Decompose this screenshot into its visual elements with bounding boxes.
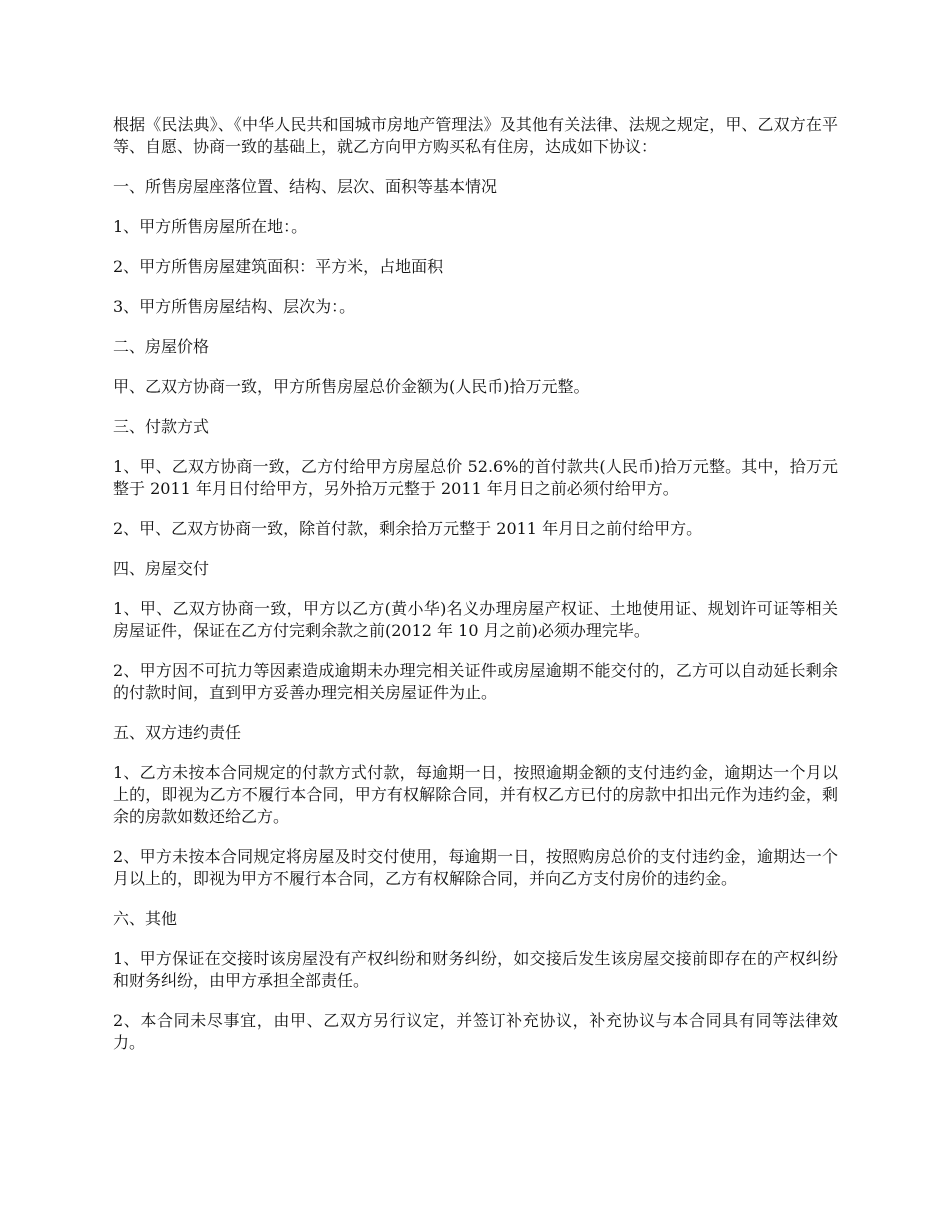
- clause-1-1: 1、甲方所售房屋所在地：。: [113, 217, 308, 236]
- clause-5-2: 2、甲方未按本合同规定将房屋及时交付使用，每逾期一日，按照购房总价的支付违约金，逾期达一个月以上的，即视为甲方不履行本合同，乙方有权解除合同，并向乙方支付房价的违约金。: [113, 847, 838, 888]
- clause-4-1: 1、甲、乙双方协商一致，甲方以乙方(黄小华)名义办理房屋产权证、土地使用证、规划许可证等相关房屋证件，保证在乙方付完剩余款之前(2012 年 10 月之前)必须办理完毕。: [113, 599, 838, 640]
- clause-3-1: 1、甲、乙双方协商一致，乙方付给甲方房屋总价 52.6%的首付款共(人民币)拾万元整。其中，拾万元整于 2011 年月日付给甲方，另外拾万元整于 2011 年月日之前必须付给甲方。: [113, 457, 838, 498]
- section-heading-5: 五、双方违约责任: [113, 723, 242, 742]
- clause-6-2: 2、本合同未尽事宜，由甲、乙双方另行议定，并签订补充协议，补充协议与本合同具有同等法律效力。: [113, 1011, 838, 1052]
- section-heading-4: 四、房屋交付: [113, 559, 210, 578]
- clause-3-2: 2、甲、乙双方协商一致，除首付款，剩余拾万元整于 2011 年月日之前付给甲方。: [113, 519, 703, 538]
- intro-paragraph: 根据《民法典》、《中华人民共和国城市房地产管理法》及其他有关法律、法规之规定，甲、乙双方在平等、自愿、协商一致的基础上，就乙方向甲方购买私有住房，达成如下协议：: [113, 115, 838, 156]
- clause-1-2: 2、甲方所售房屋建筑面积：平方米，占地面积: [113, 257, 444, 276]
- section-heading-3: 三、付款方式: [113, 417, 210, 436]
- clause-4-2: 2、甲方因不可抗力等因素造成逾期未办理完相关证件或房屋逾期不能交付的，乙方可以自动延长剩余的付款时间，直到甲方妥善办理完相关房屋证件为止。: [113, 661, 838, 702]
- clause-1-3: 3、甲方所售房屋结构、层次为：。: [113, 297, 356, 316]
- section-heading-6: 六、其他: [113, 909, 178, 928]
- clause-2-1: 甲、乙双方协商一致，甲方所售房屋总价金额为(人民币)拾万元整。: [113, 377, 590, 396]
- section-heading-2: 二、房屋价格: [113, 337, 210, 356]
- section-heading-1: 一、所售房屋座落位置、结构、层次、面积等基本情况: [113, 177, 498, 196]
- document-body: [113, 114, 838, 1072]
- clause-5-1: 1、乙方未按本合同规定的付款方式付款，每逾期一日，按照逾期金额的支付违约金，逾期达一个月以上的，即视为乙方不履行本合同，甲方有权解除合同，并有权乙方已付的房款中扣出元作为违约金，剩余的房款如数还给乙方。: [113, 763, 838, 826]
- clause-6-1: 1、甲方保证在交接时该房屋没有产权纠纷和财务纠纷，如交接后发生该房屋交接前即存在的产权纠纷和财务纠纷，由甲方承担全部责任。: [113, 949, 838, 990]
